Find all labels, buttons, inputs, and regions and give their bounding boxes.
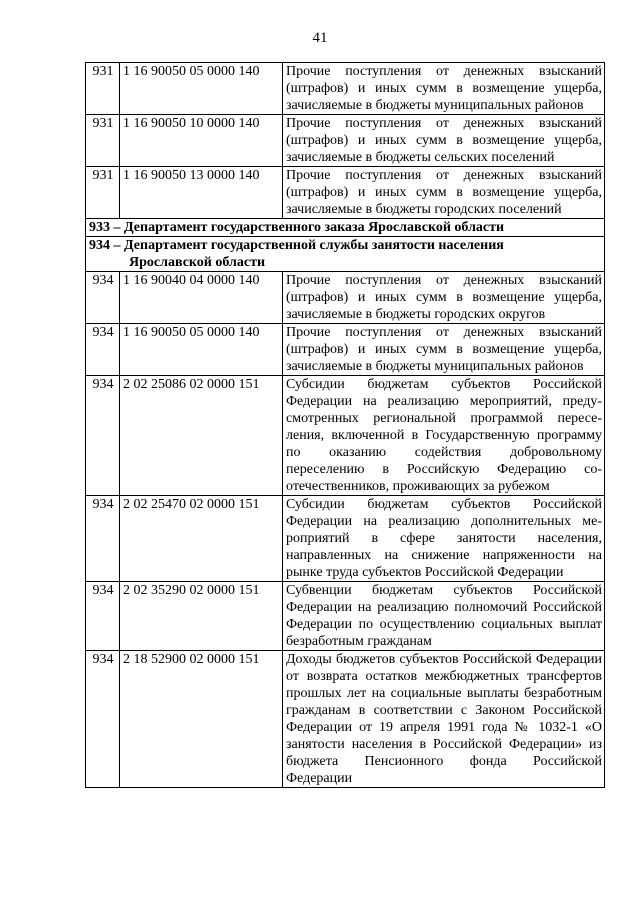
admin-code-cell: 931 — [86, 63, 120, 115]
admin-code-cell: 934 — [86, 582, 120, 651]
budget-code-cell: 1 16 90050 10 0000 140 — [120, 115, 283, 167]
budget-code-cell: 2 02 35290 02 0000 151 — [120, 582, 283, 651]
budget-code-cell: 1 16 90050 13 0000 140 — [120, 167, 283, 219]
page-number: 41 — [312, 30, 328, 46]
table-row — [86, 115, 605, 167]
admin-code-cell: 934 — [86, 324, 120, 376]
description-cell: Прочие поступления от денежных взысканий (штрафов) и иных сумм в возмещение ущерба, зачисляемые в бюджеты городских поселений — [283, 167, 605, 219]
table-row — [86, 376, 605, 496]
description-cell: Субвенции бюджетам субъектов Российской Федерации на реализацию полномочий Российской Федерации по осуществлению социальных выплат безработным гражданам — [283, 582, 605, 651]
table-row — [86, 324, 605, 376]
section-header-row — [86, 219, 605, 237]
admin-code-cell: 931 — [86, 115, 120, 167]
budget-code-cell: 1 16 90050 05 0000 140 — [120, 63, 283, 115]
budget-code-cell: 2 02 25086 02 0000 151 — [120, 376, 283, 496]
section-title-line: 933 – Департамент государственного заказа Ярославской области — [89, 220, 505, 235]
section-title-line: 934 – Департамент государственной службы занятости населения — [89, 238, 504, 253]
budget-revenue-table — [85, 62, 605, 788]
description-cell: Прочие поступления от денежных взысканий (штрафов) и иных сумм в возмещение ущерба, зачисляемые в бюджеты сельских поселений — [283, 115, 605, 167]
table-row — [86, 496, 605, 582]
table-row — [86, 167, 605, 219]
section-title — [86, 237, 605, 272]
description-cell: Прочие поступления от денежных взысканий (штрафов) и иных сумм в возмещение ущерба, зачисляемые в бюджеты городских округов — [283, 272, 605, 324]
description-cell: Прочие поступления от денежных взысканий (штрафов) и иных сумм в возмещение ущерба, зачисляемые в бюджеты муниципальных районов — [283, 324, 605, 376]
admin-code-cell: 934 — [86, 272, 120, 324]
section-header-row — [86, 237, 605, 272]
section-title — [86, 219, 605, 237]
description-cell: Прочие поступления от денежных взысканий (штрафов) и иных сумм в возмещение ущерба, зачисляемые в бюджеты муниципальных районов — [283, 63, 605, 115]
section-title-continuation: Ярославской области — [129, 255, 266, 270]
description-cell: Доходы бюджетов субъектов Российской Федерации от возврата остатков межбюджетных трансфертов прошлых лет на социальные выплаты безработным гражданам в соответствии с Законом Российской Федерации от 19 апреля 1991 года № 1032-1 «О занятости населения в Российской Федерации» из бюджета Пенсионного фонда Российской Федерации — [283, 651, 605, 788]
admin-code-cell: 931 — [86, 167, 120, 219]
budget-code-cell: 2 18 52900 02 0000 151 — [120, 651, 283, 788]
budget-code-cell: 1 16 90040 04 0000 140 — [120, 272, 283, 324]
admin-code-cell: 934 — [86, 376, 120, 496]
table-row — [86, 272, 605, 324]
table-row — [86, 63, 605, 115]
budget-code-cell: 1 16 90050 05 0000 140 — [120, 324, 283, 376]
budget-code-cell: 2 02 25470 02 0000 151 — [120, 496, 283, 582]
table-row — [86, 651, 605, 788]
table-row — [86, 582, 605, 651]
admin-code-cell: 934 — [86, 651, 120, 788]
description-cell: Субсидии бюджетам субъектов Российской Федерации на реализацию мероприятий, предусмотренных региональной программой переселения, включенной в Государственную программу по оказанию содействия добровольному переселению в Российскую Федерацию соотечественников, проживающих за рубежом — [283, 376, 605, 496]
admin-code-cell: 934 — [86, 496, 120, 582]
description-cell: Субсидии бюджетам субъектов Российской Федерации на реализацию дополнительных мероприятий в сфере занятости населения, направленных на снижение напряженности на рынке труда субъектов Российской Федерации — [283, 496, 605, 582]
table-body — [86, 63, 605, 788]
